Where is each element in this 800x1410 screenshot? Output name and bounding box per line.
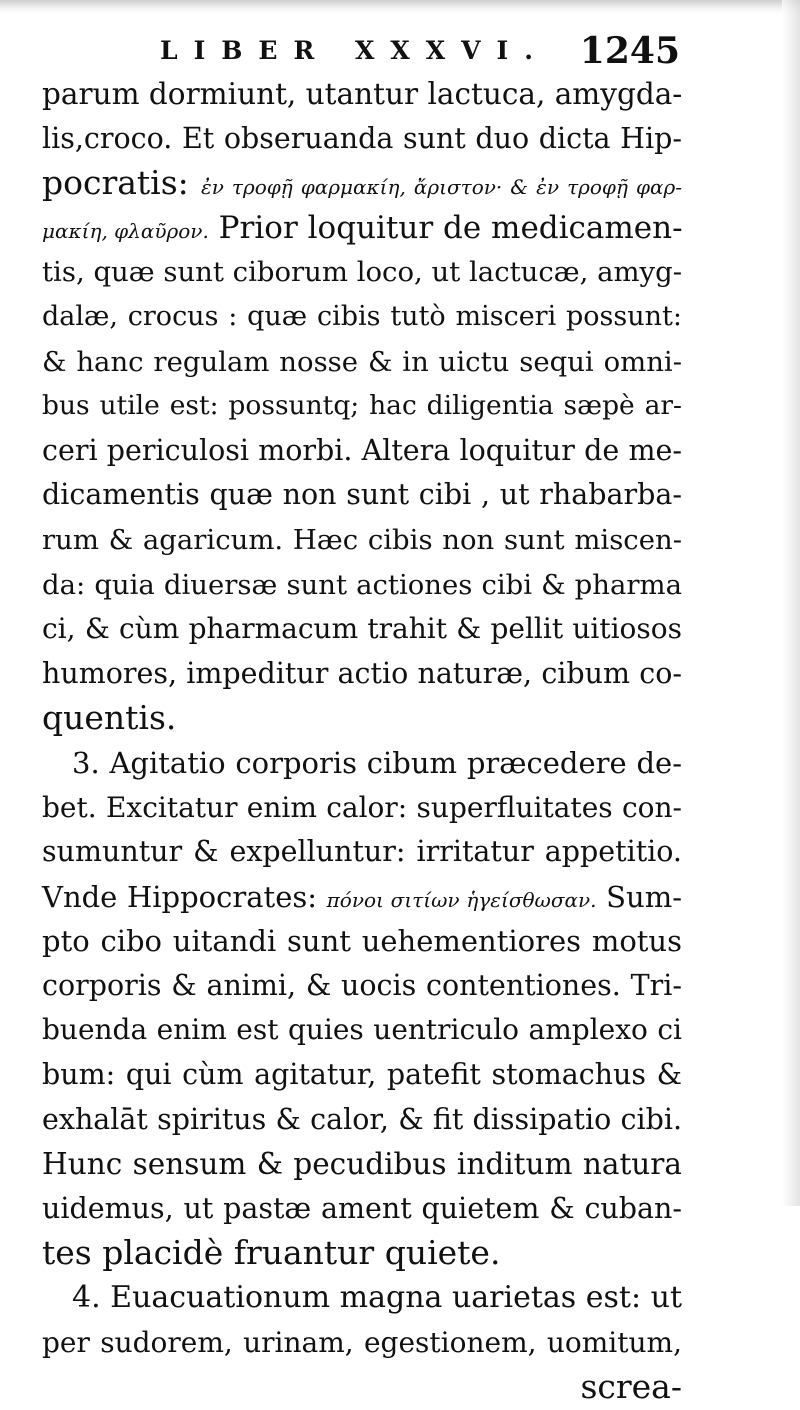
page-number: 1245: [579, 30, 680, 72]
text-line: humores, impeditur actio naturæ, cibum co-: [42, 656, 682, 690]
text-line: 3. Agitatio corporis cibum præcedere de-: [72, 745, 682, 780]
text-line: ceri periculosi morbi. Altera loquitur de me-: [42, 433, 682, 467]
greek-quote: πόνοι σιτίων ἡγείσθωσαν.: [326, 887, 597, 912]
text-line: uidemus, ut pastæ ament quietem & cuban-: [42, 1191, 682, 1225]
text-line: da: quia diuersæ sunt actiones cibi & pharma: [42, 568, 682, 601]
text-line: μακίη, φλαῦρον. Prior loquitur de medicamen-: [42, 209, 683, 246]
text-line: rum & agaricum. Hæc cibis non sunt miscen-: [42, 523, 682, 556]
page-top-edge: [0, 0, 800, 14]
text-line: tis, quæ sunt ciborum loco, ut lactucæ, amyg-: [42, 256, 682, 289]
text-line: bum: qui cùm agitatur, patefit stomachus &: [42, 1058, 682, 1092]
text-line: buenda enim est quies uentriculo amplexo ci: [42, 1013, 682, 1047]
text-line: dalæ, crocus : quæ cibis tutò misceri possunt:: [42, 300, 682, 332]
text-line: pto cibo uitandi sunt uehementiores motus: [42, 924, 682, 959]
text-line: bet. Excitatur enim calor: superfluitates con-: [42, 790, 682, 824]
text-line: Vnde Hippocrates: πόνοι σιτίων ἡγείσθωσαν. Sum-: [42, 879, 683, 914]
text-line: tes placidè fruantur quiete.: [42, 1233, 501, 1273]
text-line: per sudorem, urinam, egestionem, uomitum,: [42, 1325, 682, 1359]
page-right-edge: [782, 0, 800, 1206]
text-line: & hanc regulam nosse & in uictu sequi omni-: [42, 345, 682, 378]
text-line: lis,croco. Et obseruanda sunt duo dicta Hip-: [42, 121, 682, 155]
body-text: [42, 72, 682, 1410]
text-line: exhalāt spiritus & calor, & fit dissipatio cibi.: [42, 1102, 682, 1136]
text-line: sumuntur & expelluntur: irritatur appetitio.: [42, 835, 682, 869]
text-line: pocratis: ἐν τροφῇ φαρμακίη, ἄριστον· & ἐν τροφῇ φαρ-: [42, 163, 682, 203]
greek-quote: μακίη, φλαῦρον.: [42, 218, 209, 243]
text-line: Hunc sensum & pecudibus inditum natura: [42, 1147, 682, 1182]
greek-quote: ἐν τροφῇ φαρμακίη, ἄριστον· & ἐν τροφῇ φαρ-: [200, 175, 682, 200]
text-line: dicamentis quæ non sunt cibi , ut rhabarba-: [42, 478, 682, 512]
text-line: corporis & animi, & uocis contentiones. Tri-: [42, 968, 682, 1002]
text-line: bus utile est: possuntq; hac diligentia sæpè ar-: [42, 390, 682, 422]
catchword: screa-: [580, 1367, 682, 1407]
text-line: quentis.: [42, 698, 177, 738]
running-head: LIBER XXXVI.: [160, 36, 549, 65]
text-line: parum dormiunt, utantur lactuca, amygda-: [42, 77, 683, 111]
text-line: ci, & cùm pharmacum trahit & pellit uitiosos: [42, 612, 682, 646]
text-line: 4. Euacuationum magna uarietas est: ut: [72, 1280, 682, 1316]
